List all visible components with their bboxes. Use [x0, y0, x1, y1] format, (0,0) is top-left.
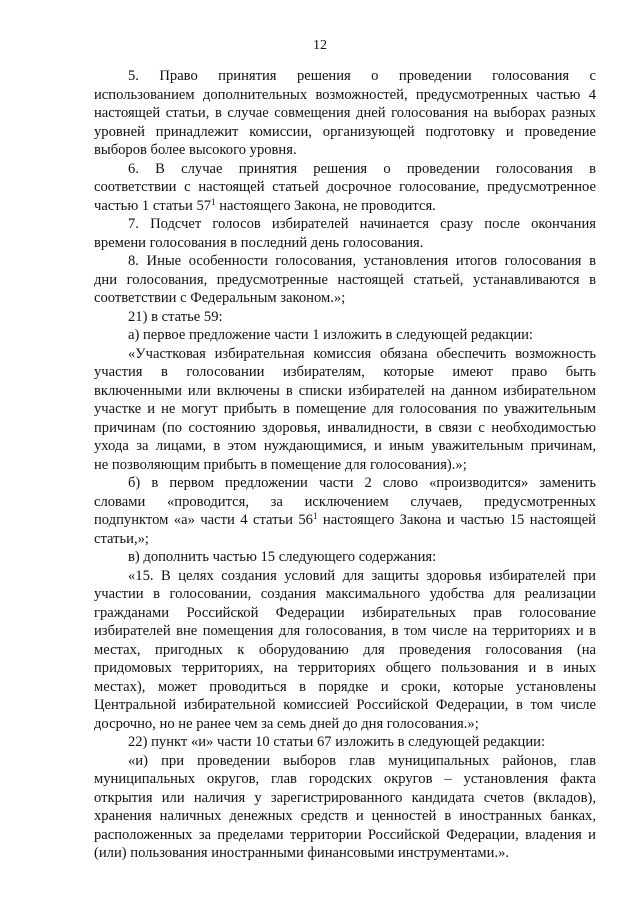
text-line: частью 1 статьи $57^1$ настоящего Закона, не проводится. — [94, 196, 436, 214]
text-line: а) первое предложение части 1 изложить в следующей редакции: — [128, 327, 533, 343]
text-line: расположенных за пределами территории Российской Федерации, владения и — [94, 826, 596, 843]
text-line: в) дополнить частью 15 следующего содержания: — [128, 549, 437, 565]
text-line: избирателей вне помещения для голосования, в том числе на территориях и в — [94, 623, 596, 639]
text-line: участия в голосовании избирателям, которые имеют право быть — [94, 364, 596, 380]
text-line: местах, пригодных к оборудованию для проведения голосования (на — [94, 641, 596, 658]
page-number: 12 — [313, 38, 327, 53]
text-line: времени голосования в последний день голосования. — [94, 234, 424, 251]
text-line: 7. Подсчет голосов избирателей начинается сразу после окончания — [128, 216, 596, 232]
text-line: настоящей статьи, в случае совмещения дней голосования на выборах разных — [94, 105, 596, 121]
paragraph — [94, 252, 596, 308]
text-line: б) в первом предложении части 2 слово «производится» заменить — [128, 475, 596, 491]
text-line: придомовых территориях, на территориях общего пользования и в иных — [94, 660, 596, 676]
paragraph — [94, 548, 596, 567]
text-line: соответствии с настоящей статьей досрочное голосование, предусмотренное — [94, 179, 596, 195]
text-line: включенными или включены в списки избирателей на данном избирательном — [94, 382, 596, 399]
text-line: гражданами Российской Федерации избирательных прав голосование — [94, 604, 596, 621]
paragraph — [94, 308, 596, 327]
paragraph — [94, 474, 596, 548]
text-line: «Участковая избирательная комиссия обязана обеспечить возможность — [128, 345, 596, 362]
superscript-one: 1 — [312, 511, 318, 521]
paragraph — [94, 160, 596, 216]
paragraph — [94, 215, 596, 252]
text-line: статьи,»; — [94, 530, 149, 547]
text-line: подпунктом «а» части 4 статьи $56^1$ настоящего Закона и частью 15 настоящей — [94, 511, 596, 528]
text-line: соответствии с Федеральным законом.»; — [94, 290, 346, 306]
paragraph — [94, 733, 596, 752]
text-line: открытия или наличия у зарегистрированного кандидата счетов (вкладов), — [94, 789, 596, 806]
text-line: местах), может проводиться в порядке и сроки, которые установлены — [94, 678, 596, 695]
document-body — [94, 67, 596, 863]
text-line: «и) при проведении выборов глав муниципальных районов, глав — [128, 752, 596, 769]
text-line: словами «проводится, за исключением случаев, предусмотренных — [94, 493, 596, 510]
text-line: муниципальных округов, глав городских округов – установления факта — [94, 771, 596, 787]
text-line: участии в голосовании, создания максимального удобства для реализации — [94, 586, 596, 602]
text-line: 22) пункт «и» части 10 статьи 67 изложить в следующей редакции: — [128, 734, 546, 750]
paragraph — [94, 752, 596, 863]
text-line: участке и не могут прибыть в помещение для голосования по уважительным — [94, 401, 596, 417]
text-line: 8. Иные особенности голосования, установления итогов голосования в — [128, 253, 596, 269]
text-line: 5. Право принятия решения о проведении голосования с — [128, 68, 596, 84]
text-line: (или) пользования иностранными финансовыми инструментами.». — [94, 845, 510, 861]
superscript-one: 1 — [211, 196, 216, 207]
text-line: 21) в статье 59: — [128, 308, 223, 325]
text-line: ухода за лицами, в этом нуждающимися, и иным уважительным причинам, — [94, 438, 596, 454]
text-line: дни голосования, предусмотренные настоящей статьей, устанавливаются в — [94, 271, 596, 288]
text-line: выборов более высокого уровня. — [94, 142, 297, 158]
text-line: досрочно, но не ранее чем за семь дней до дня голосования.»; — [94, 715, 479, 732]
paragraph — [94, 67, 596, 160]
text-line: хранения наличных денежных средств и ценностей в иностранных банках, — [94, 808, 596, 824]
text-line: уровней принадлежит комиссии, организующей подготовку и проведение — [94, 123, 596, 140]
text-line: не позволяющим прибыть в помещение для голосования).»; — [94, 456, 467, 473]
text-line: использованием дополнительных возможностей, предусмотренных частью 4 — [94, 86, 596, 103]
paragraph — [94, 567, 596, 734]
text-line: Центральной избирательной комиссией Российской Федерации, в том числе — [94, 697, 596, 713]
text-line: «15. В целях создания условий для защиты здоровья избирателей при — [128, 567, 596, 584]
text-line: причинам (по состоянию здоровья, инвалидности, в связи с необходимостью — [94, 419, 596, 436]
paragraph — [94, 345, 596, 475]
paragraph — [94, 326, 596, 345]
text-line: 6. В случае принятия решения о проведении голосования в — [128, 160, 596, 177]
